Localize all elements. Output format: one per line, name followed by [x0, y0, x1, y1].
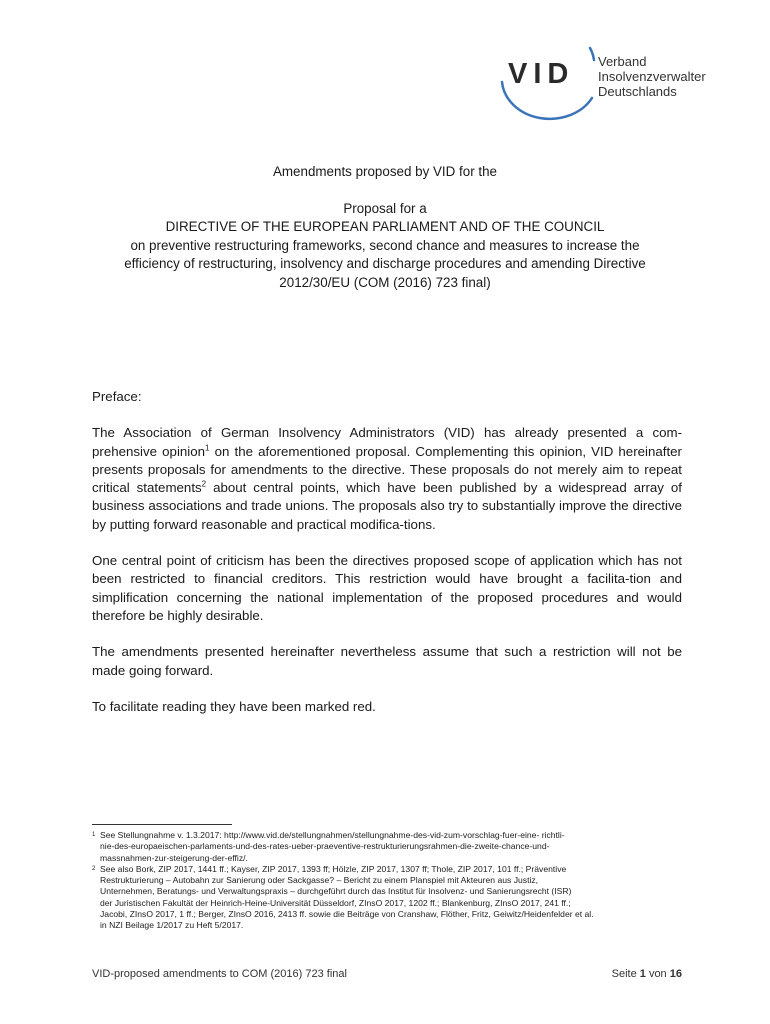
title-line-2: Proposal for a [343, 200, 427, 216]
footnote-line[interactable]: nie-des-europaeischen-parlaments-und-des-rates-ueber-praeventive-restrukturierungsrahmen-die-zweite-chance-und- [100, 841, 550, 852]
footnote-number: 2 [92, 865, 96, 872]
title-line-4: on preventive restructuring frameworks, second chance and measures to increase the [130, 237, 640, 253]
page-number: Seite 1 von 16 [611, 968, 682, 980]
footnote-ref-1[interactable]: 1 [205, 443, 210, 453]
logo-line-3: Deutschlands [598, 84, 677, 99]
document-body [92, 388, 682, 734]
footnote-ref-2[interactable]: 2 [201, 479, 207, 489]
title-line-3: DIRECTIVE OF THE EUROPEAN PARLIAMENT AND OF THE COUNCIL [165, 219, 605, 234]
logo-line-2: Insolvenzverwalter [598, 69, 706, 84]
title-line-5: efficiency of restructuring, insolvency and discharge procedures and amending Directive [124, 256, 646, 271]
footnote-1 [92, 830, 682, 864]
paragraph-2: One central point of criticism has been the directives proposed scope of application which has not been restricted to financial creditors. This restriction would have brought a facilita-tion and simplification concerning the national implementation of the proposed procedures and would therefore be highly desirable. [92, 553, 682, 623]
document-title [60, 163, 710, 292]
footnotes [92, 830, 682, 932]
paragraph-3: The amendments presented hereinafter nevertheless assume that such a restriction will not be made going forward. [92, 644, 682, 678]
vid-logo [494, 38, 730, 124]
logo-mark: VID [508, 58, 575, 90]
footnote-line: Jacobi, ZInsO 2017, 1 ff.; Berger, ZInsO 2016, 2413 ff. sowie die Beiträge von Cranshaw, Flöther, Fritz, Geiwitz/Heidenfelder et al. [100, 909, 594, 920]
footnote-2 [92, 864, 682, 932]
footnote-number: 1 [92, 832, 96, 838]
title-line-6: 2012/30/EU (COM (2016) 723 final) [279, 274, 491, 290]
footer-document-title: VID-proposed amendments to COM (2016) 723 final [92, 968, 347, 980]
paragraph-1: The Association of German Insolvency Administrators (VID) has already presented a com-prehensive opinion$^1$ on the aforementioned proposal. Complementing this opinion, VID hereinafter presents proposals for amendments to the directive. These proposals do not merely aim to repeat critical statements$^2$ about central points, which have been published by a widespread array of business associations and trade unions. The proposals also try to substantially improve the directive by putting forward reasonable and practical modifica-tions. [92, 425, 682, 532]
footnote-line: der Juristischen Fakultät der Heinrich-Heine-Universität Düsseldorf, ZInsO 2017, 1202 ff.; Blankenburg, ZInsO 2017, 241 ff.; [100, 897, 571, 908]
paragraph-4: To facilitate reading they have been marked red. [92, 698, 376, 714]
footnote-line[interactable]: See Stellungnahme v. 1.3.2017: http://www.vid.de/stellungnahmen/stellungnahme-des-vid-zum-vorschlag-fuer-eine- richtli- [100, 830, 565, 840]
page-footer [92, 968, 682, 980]
preface-heading: Preface: [92, 389, 142, 404]
footnote-line: See also Bork, ZIP 2017, 1441 ff.; Kayser, ZIP 2017, 1393 ff; Hölzle, ZIP 2017, 1307 ff; Thole, ZIP 2017, 101 ff.; Präventive [100, 863, 567, 874]
footnote-line: Unternehmen, Beratungs- und Verwaltungspraxis – durchgeführt durch das Institut für Insolvenz- und Sanierungsrecht (ISR) [100, 886, 572, 897]
footnote-divider [92, 824, 232, 825]
title-line-1: Amendments proposed by VID for the [272, 164, 498, 179]
logo-wordmark [598, 54, 706, 99]
logo-line-1: Verband [598, 54, 647, 69]
footnote-line: in NZI Beilage 1/2017 zu Heft 5/2017. [100, 920, 244, 931]
footnote-line[interactable]: massnahmen-zur-steigerung-der-effiz/. [100, 852, 248, 863]
footnote-line: Restrukturierung – Autobahn zur Sanierung oder Sackgasse? – Bericht zu einem Planspiel mit Akteuren aus Justiz, [100, 875, 539, 886]
